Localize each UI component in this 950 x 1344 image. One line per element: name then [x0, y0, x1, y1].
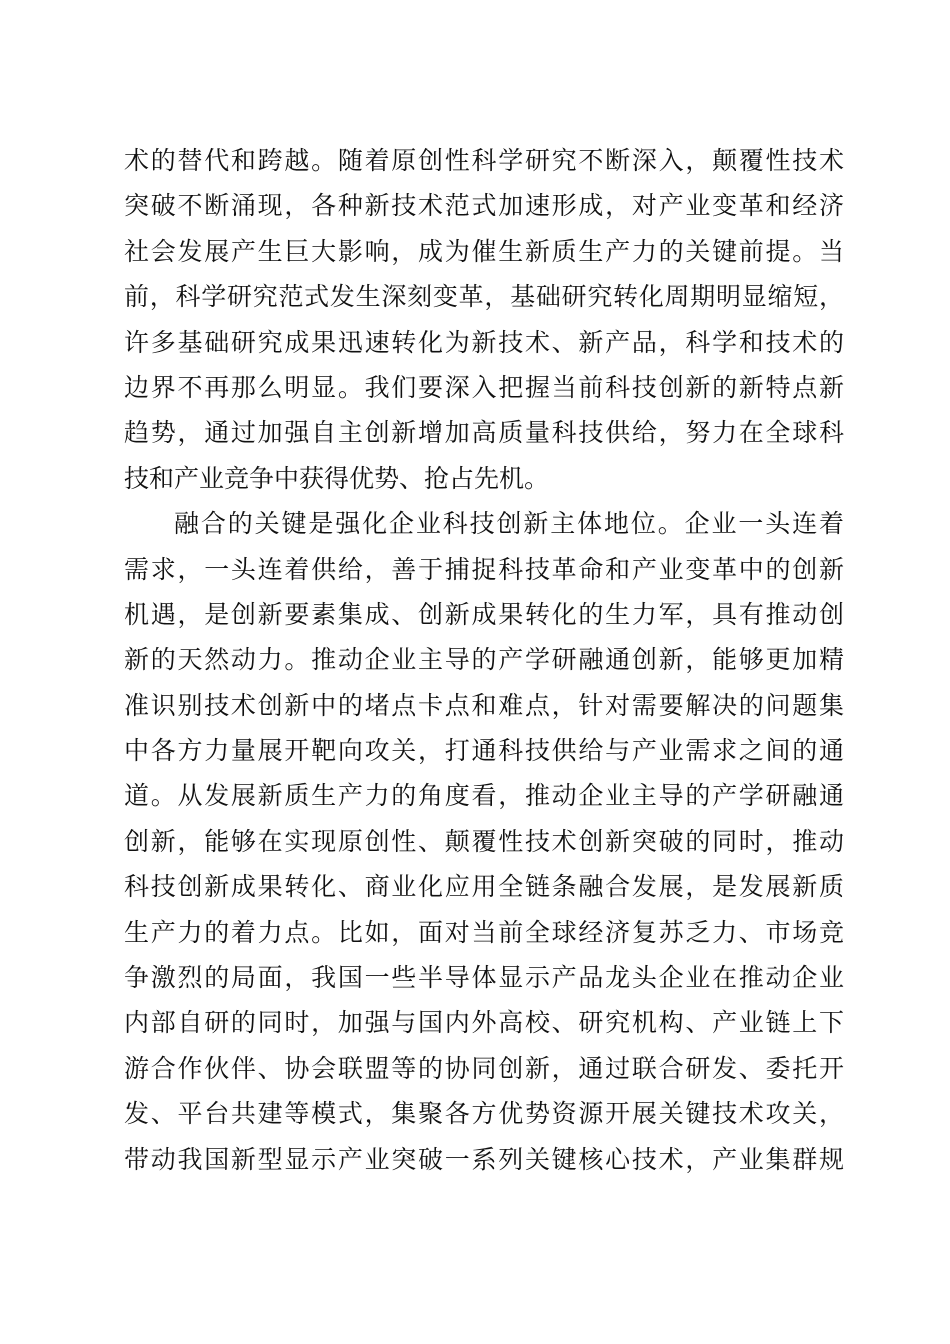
paragraph-1-line-5: 许多基础研究成果迅速转化为新技术、新产品，科学和技术的 [124, 327, 844, 357]
paragraph-1-line-7: 趋势，通过加强自主创新增加高质量科技供给，努力在全球科 [124, 418, 844, 448]
paragraph-2-line-7: 道。从发展新质生产力的角度看，推动企业主导的产学研融通 [124, 781, 844, 811]
paragraph-2-line-14: 发、平台共建等模式，集聚各方优势资源开展关键技术攻关， [124, 1099, 844, 1129]
paragraph-1-line-4: 前，科学研究范式发生深刻变革，基础研究转化周期明显缩短， [124, 282, 844, 312]
paragraph-2-line-6: 中各方力量展开靶向攻关，打通科技供给与产业需求之间的通 [124, 736, 844, 766]
paragraph-2-line-12: 内部自研的同时，加强与国内外高校、研究机构、产业链上下 [124, 1008, 844, 1038]
paragraph-1-line-3: 社会发展产生巨大影响，成为催生新质生产力的关键前提。当 [124, 236, 844, 266]
body-text [124, 138, 844, 1182]
paragraph-2-line-3: 机遇，是创新要素集成、创新成果转化的生力军，具有推动创 [124, 599, 844, 629]
paragraph-2-line-4: 新的天然动力。推动企业主导的产学研融通创新，能够更加精 [124, 645, 844, 675]
paragraph-1-line-2: 突破不断涌现，各种新技术范式加速形成，对产业变革和经济 [124, 191, 844, 221]
paragraph-1-line-6: 边界不再那么明显。我们要深入把握当前科技创新的新特点新 [124, 372, 844, 402]
paragraph-2-line-10: 生产力的着力点。比如，面对当前全球经济复苏乏力、市场竞 [124, 917, 844, 947]
paragraph-2-line-9: 科技创新成果转化、商业化应用全链条融合发展，是发展新质 [124, 872, 844, 902]
paragraph-2-line-1: 融合的关键是强化企业科技创新主体地位。企业一头连着 [174, 509, 844, 539]
paragraph-1-line-8: 技和产业竞争中获得优势、抢占先机。 [124, 463, 550, 493]
paragraph-2-line-8: 创新，能够在实现原创性、颠覆性技术创新突破的同时，推动 [124, 826, 844, 856]
paragraph-2-line-15: 带动我国新型显示产业突破一系列关键核心技术，产业集群规 [124, 1144, 844, 1174]
paragraph-1-line-1: 术的替代和跨越。随着原创性科学研究不断深入，颠覆性技术 [124, 146, 844, 175]
paragraph-2-line-13: 游合作伙伴、协会联盟等的协同创新，通过联合研发、委托开 [124, 1053, 844, 1083]
paragraph-2-line-11: 争激烈的局面，我国一些半导体显示产品龙头企业在推动企业 [124, 963, 844, 993]
paragraph-2-line-5: 准识别技术创新中的堵点卡点和难点，针对需要解决的问题集 [124, 690, 844, 720]
paragraph-2-line-2: 需求，一头连着供给，善于捕捉科技革命和产业变革中的创新 [124, 554, 844, 584]
